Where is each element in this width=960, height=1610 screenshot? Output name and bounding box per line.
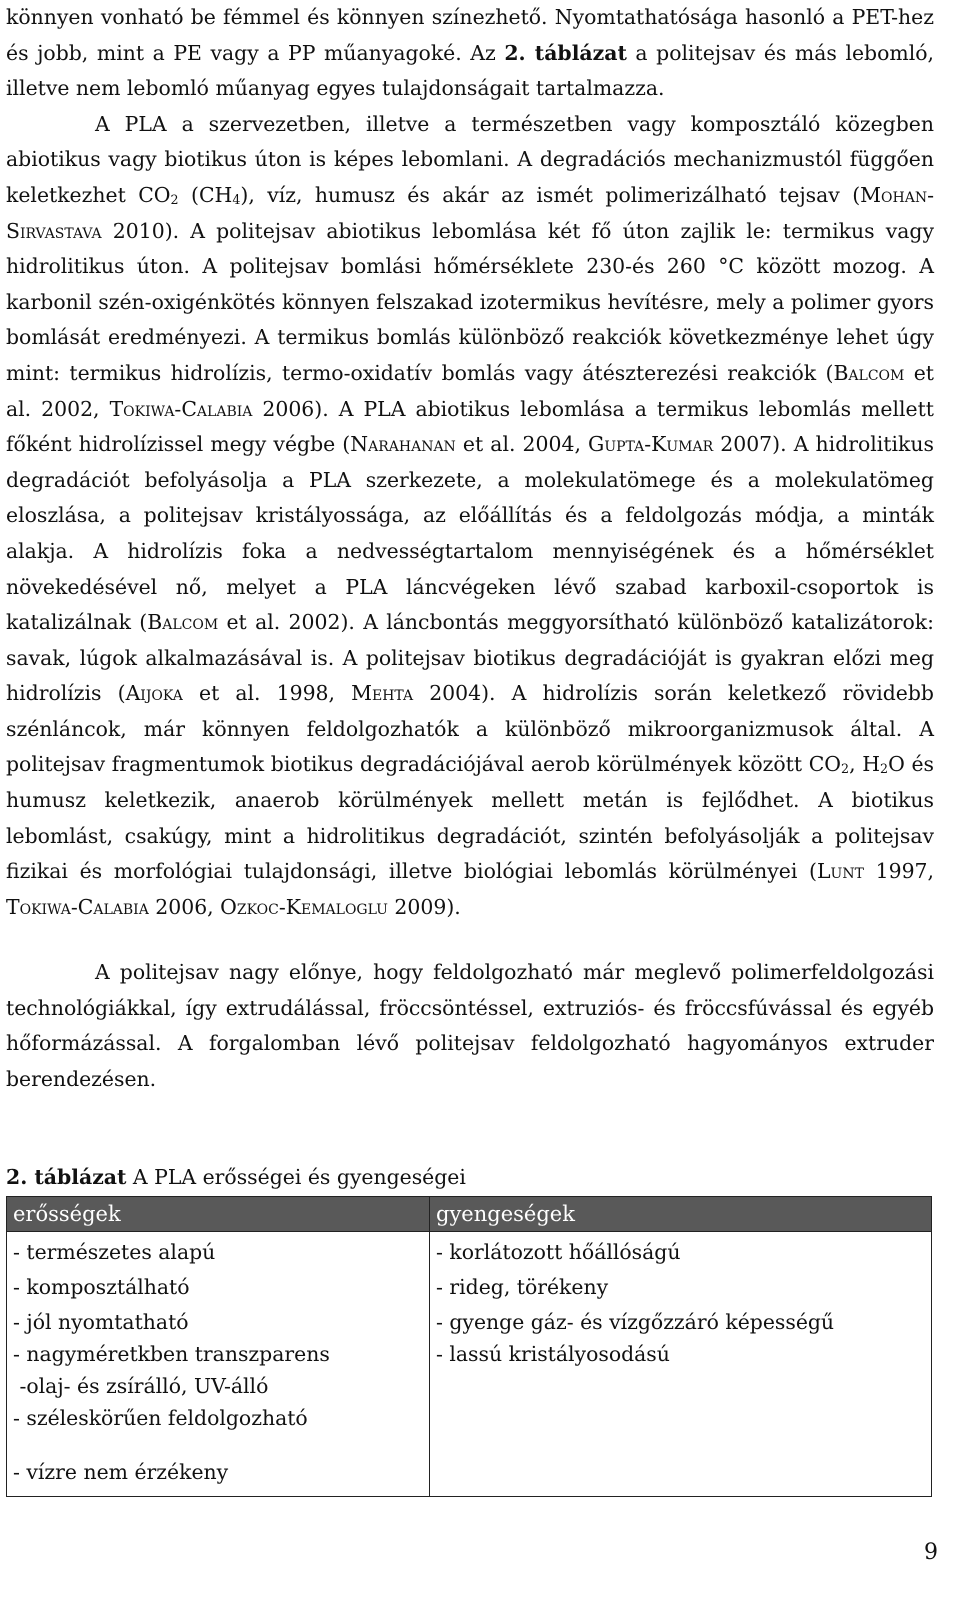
text-run: ), víz, humusz és akár az ismét polimerizálható tejsav ( xyxy=(240,182,861,207)
text-run: 2009). xyxy=(387,894,461,919)
text-run: et al. 1998, xyxy=(182,681,352,706)
text-run: (CH xyxy=(178,182,233,207)
page-number: 9 xyxy=(924,1540,938,1565)
text-run: a politejsav és más lebomló, illetve nem lebomló műanyag egyes tulajdonságait tartalmazza. xyxy=(6,40,934,101)
list-item: - gyenge gáz- és vízgőzzáró képességű xyxy=(436,1310,835,1334)
citation-author: Aijoka xyxy=(125,681,183,706)
table-header-row xyxy=(7,1197,932,1232)
text-run: 2007). A hidrolitikus degradációt befolyásolja a PLA szerkezete, a molekulatömege és a molekulatömeg eloszlása, a politejsav kristályossága, az előállítás és a feldolgozás módja, a minták alakja. A hidrolízis foka a nedvességtartalom mennyiségének és a hőmérséklet növekedésével nő, melyet a PLA láncvégeken lévő szabad karboxil-csoportok is katalizálnak ( xyxy=(6,432,934,635)
list-item: - lassú kristályosodású xyxy=(436,1342,670,1366)
list-item: - jól nyomtatható xyxy=(13,1310,189,1334)
text-run: 2004). A hidrolízis során keletkező rövidebb szénláncok, már könnyen feldolgozhatók a különböző mikroorganizmusok által. A politejsav fragmentumok biotikus degradációjával aerob körülmények között CO xyxy=(6,681,934,777)
citation-author: Mohan-Sirvastava xyxy=(6,182,934,243)
text-run: könnyen vonható be fémmel és könnyen színezhető. Nyomtathatósága hasonló a PET-hez és jobb, mint a PE vagy a PP műanyagoké. Az xyxy=(6,5,934,65)
citation-author: Lunt xyxy=(817,859,864,884)
paragraph-2 xyxy=(6,107,934,926)
text-run: et al. 2004, xyxy=(455,432,589,457)
table-reference: 2. táblázat xyxy=(504,40,627,65)
pla-properties-table xyxy=(6,1196,932,1497)
weaknesses-cell xyxy=(430,1232,932,1497)
header-weaknesses: gyengeségek xyxy=(430,1197,932,1232)
spacer xyxy=(13,1434,423,1456)
subscript: 2 xyxy=(841,761,850,777)
list-item: - komposztálható xyxy=(13,1275,190,1299)
paragraph-3: A politejsav nagy előnye, hogy feldolgozható már meglevő polimerfeldolgozási technológiákkal, így extrudálással, fröccsöntéssel, extruziós- és fröccsfúvással és egyéb hőformázással. A forgalomban lévő politejsav feldolgozható hagyományos extruder berendezésen. xyxy=(6,960,934,1091)
list-item: - nagyméretkben transzparens xyxy=(13,1342,330,1366)
table-caption-text: A PLA erősségei és gyengeségei xyxy=(126,1165,466,1189)
citation-author: Balcom xyxy=(147,610,219,635)
list-item: -olaj- és zsírálló, UV-álló xyxy=(13,1374,269,1398)
subscript: 2 xyxy=(880,761,889,777)
text-run: , H xyxy=(849,752,881,777)
text-run: 2006). A PLA abiotikus lebomlása a termikus lebomlás mellett főként hidrolízissel megy végbe ( xyxy=(6,396,935,457)
text-run: 2006, xyxy=(148,894,221,919)
citation-author: Narahanan xyxy=(350,432,456,457)
table-caption xyxy=(6,1162,934,1192)
text-run: et al. 2002). A láncbontás meggyorsítható különböző katalizátorok: savak, lúgok alkalmazásával is. A politejsav biotikus degradációját is gyakran előzi meg hidrolízis ( xyxy=(6,610,934,706)
subscript: 4 xyxy=(232,191,241,207)
table-row xyxy=(7,1232,932,1497)
list-item: - természetes alapú xyxy=(13,1240,216,1264)
paragraph-1 xyxy=(6,0,934,107)
citation-author: Mehta xyxy=(351,681,414,706)
text-run: O és humusz keletkezik, anaerob körülmények mellett metán is fejlődhet. A biotikus lebomlást, csakúgy, mint a hidrolitikus degradációt, szintén befolyásolják a politejsav fizikai és morfológiai tulajdonsági, illetve biológiai lebomlás körülményei ( xyxy=(6,752,935,884)
citation-author: Tokiwa-Calabia xyxy=(109,396,253,421)
text-run: 2010). A politejsav abiotikus lebomlása két fő úton zajlik le: termikus vagy hidrolitikus úton. A politejsav bomlási hőmérséklete 230-és 260 °C között mozog. A karbonil szén-oxigénkötés könnyen felszakad izotermikus hevítésre, mely a polimer gyors bomlását eredményezi. A termikus bomlás különböző reakciók következménye lehet úgy mint: termikus hidrolízis, termo-oxidatív bomlás vagy átészterezési reakciók ( xyxy=(6,218,934,385)
list-item: - rideg, törékeny xyxy=(436,1275,609,1299)
table-caption-number: 2. táblázat xyxy=(6,1165,127,1189)
text-run: et al. 2002, xyxy=(6,360,934,421)
list-item: - korlátozott hőállóságú xyxy=(436,1240,681,1264)
list-item: - vízre nem érzékeny xyxy=(13,1460,229,1484)
text-run: A PLA a szervezetben, illetve a természetben vagy komposztáló közegben abiotikus vagy biotikus úton is képes lebomlani. A degradációs mechanizmustól függően keletkezhet CO xyxy=(6,111,934,207)
list-item: - széleskörűen feldolgozható xyxy=(13,1406,308,1430)
subscript: 2 xyxy=(170,191,179,207)
text-run: 1997, xyxy=(863,859,935,884)
body-text-2 xyxy=(6,955,934,1097)
citation-author: Balcom xyxy=(833,360,905,385)
body-text xyxy=(6,0,934,925)
strengths-cell xyxy=(7,1232,430,1497)
header-strengths: erősségek xyxy=(7,1197,430,1232)
citation-author: Gupta-Kumar xyxy=(588,432,714,457)
citation-author: Tokiwa-Calabia xyxy=(6,894,149,919)
citation-author: Ozkoc-Kemaloglu xyxy=(220,894,388,919)
